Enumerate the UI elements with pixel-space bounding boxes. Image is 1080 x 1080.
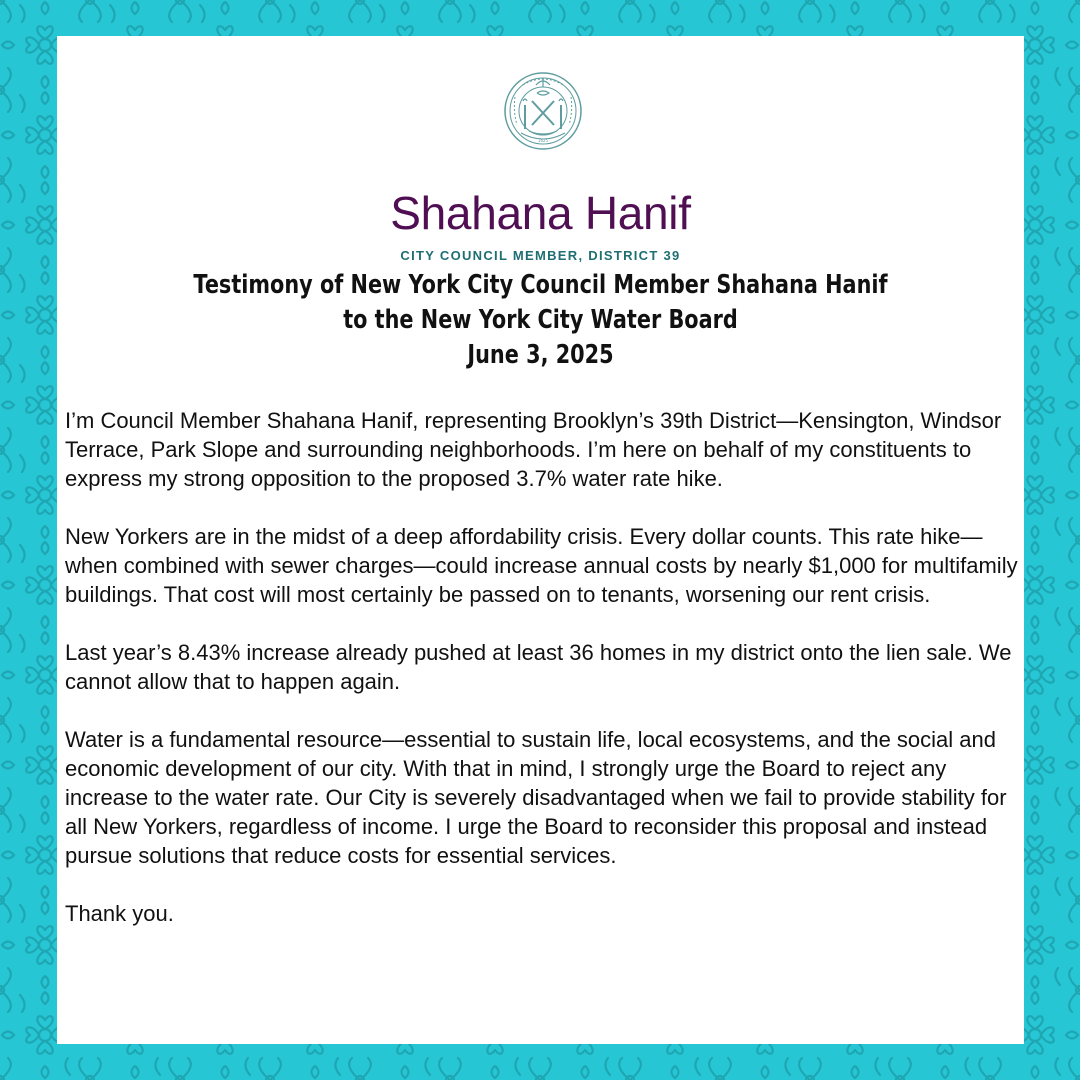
- paragraph-water-resource: Water is a fundamental resource—essential to sustain life, local ecosystems, and the social and economic development of our city. With that in mind, I strongly urge the Board to reject any increase to the water rate. Our City is severely disadvantaged when we fail to provide stability for all New Yorkers, regardless of income. I urge the Board to reconsider this proposal and instead pursue solutions that reduce costs for essential services.: [65, 727, 1007, 868]
- paragraph-closing: Thank you.: [65, 901, 174, 926]
- heading-line-2: to the New York City Water Board: [343, 305, 738, 335]
- paragraph-lien-sale: Last year’s 8.43% increase already pushed at least 36 homes in my district onto the lien sale. We cannot allow that to happen again.: [65, 640, 1012, 694]
- council-member-title: CITY COUNCIL MEMBER, DISTRICT 39: [400, 248, 681, 263]
- testimony-body: [65, 406, 1020, 957]
- heading-date: June 3, 2025: [467, 340, 614, 370]
- paragraph-intro: I’m Council Member Shahana Hanif, representing Brooklyn’s 39th District—Kensington, Windsor Terrace, Park Slope and surrounding neighborhoods. I’m here on behalf of my constituents to express my strong opposition to the proposed 3.7% water rate hike.: [65, 408, 1002, 491]
- council-member-name: Shahana Hanif: [390, 187, 691, 239]
- paragraph-affordability: New Yorkers are in the midst of a deep affordability crisis. Every dollar counts. This rate hike—when combined with sewer charges—could increase annual costs by nearly $1,000 for multifamily buildings. That cost will most certainly be passed on to tenants, worsening our rent crisis.: [65, 524, 1018, 607]
- heading-line-1: Testimony of New York City Council Member Shahana Hanif: [193, 270, 888, 300]
- testimony-heading: [154, 268, 928, 373]
- testimony-card: [57, 36, 1024, 1044]
- svg-text:1625: 1625: [537, 138, 549, 143]
- nyc-city-seal-icon: [503, 71, 583, 151]
